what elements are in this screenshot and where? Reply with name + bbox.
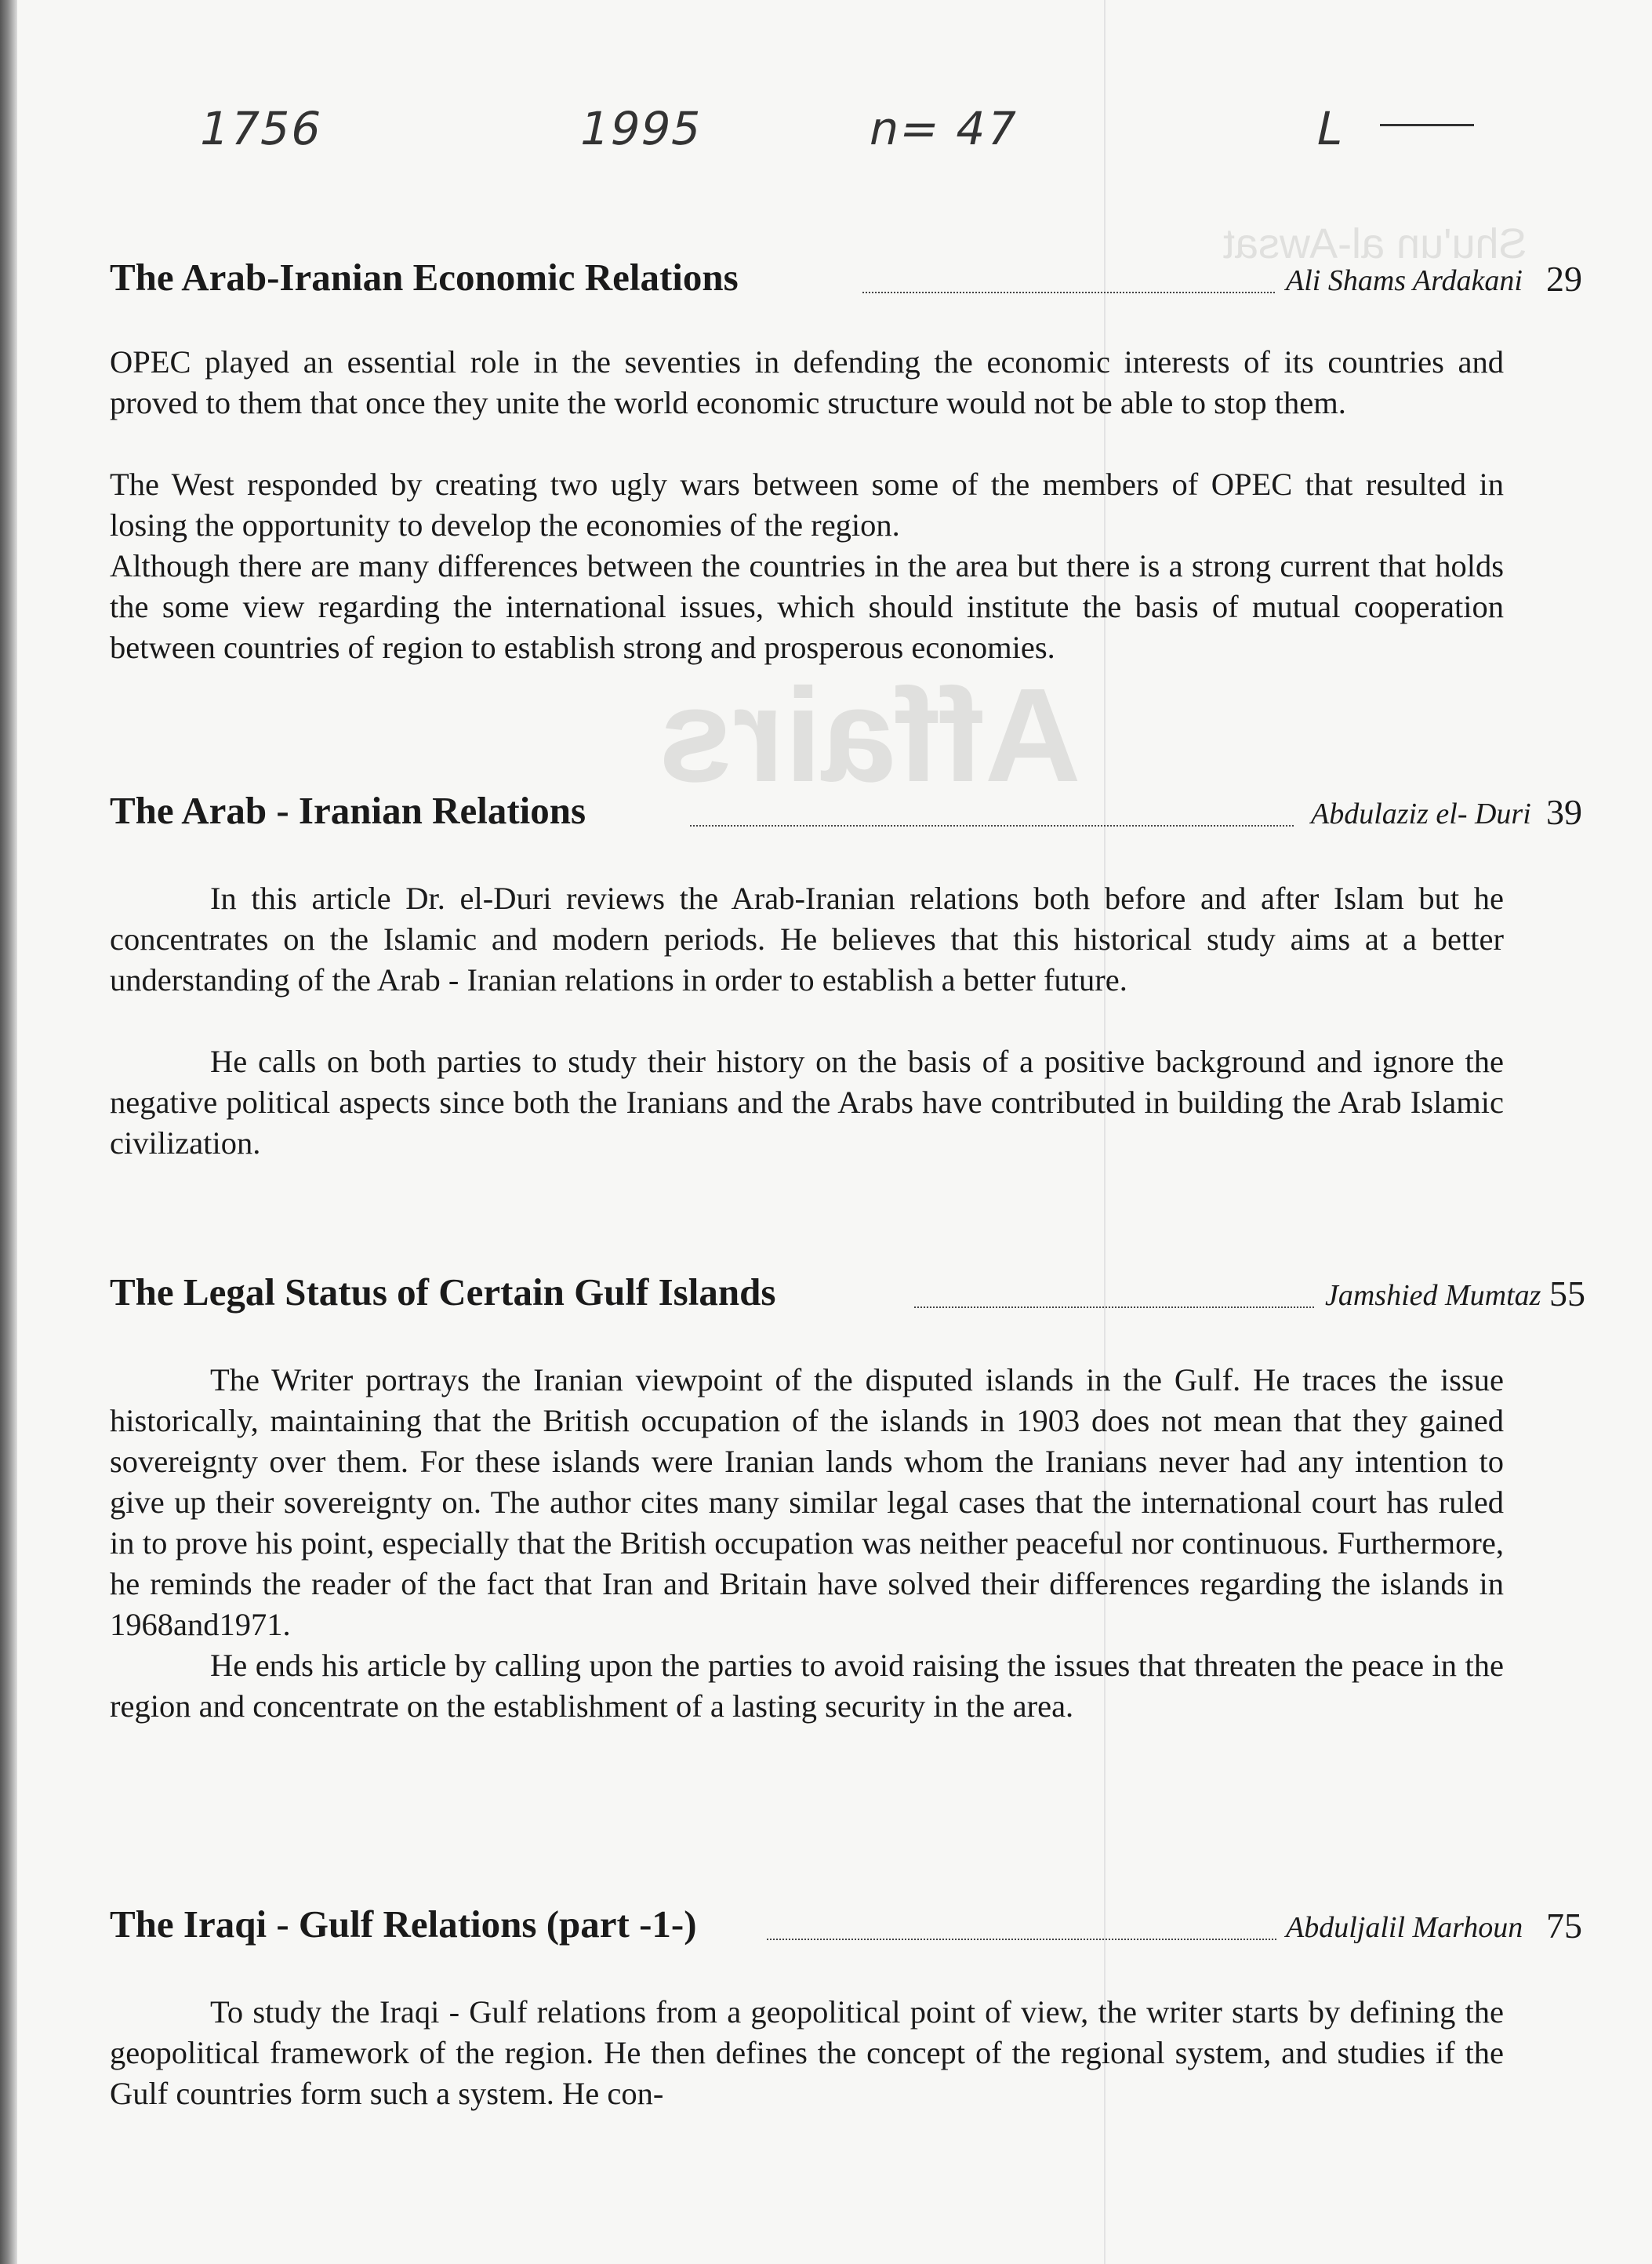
article-header — [110, 251, 1599, 307]
handwritten-number: 1756 — [194, 102, 328, 155]
leader-dots — [767, 1939, 1276, 1940]
handwritten-year: 1995 — [574, 102, 708, 155]
article-paragraph: Although there are many differences between the countries in the area but there is a strong current that holds the some view regarding the international issues, which should institute the basis of mutual cooperation between countries of region to establish strong and prosperous economies. — [110, 548, 1504, 665]
handwritten-underline — [1380, 124, 1474, 126]
article-paragraph: He ends his article by calling upon the parties to avoid raising the issues that threaten the peace in the region and concentrate on the establishment of a lasting security in the area. — [110, 1648, 1504, 1724]
handwritten-issue: n= 47 — [864, 102, 1023, 155]
page-number: 55 — [1549, 1274, 1585, 1314]
show-through-affairs: Affairs — [659, 661, 1081, 810]
binding-shadow — [0, 0, 17, 2264]
article-author: Jamshied Mumtaz — [1325, 1279, 1541, 1312]
article-header — [110, 1266, 1599, 1322]
page-number: 75 — [1546, 1906, 1582, 1946]
article-paragraph: The West responded by creating two ugly wars between some of the members of OPEC that resulted in losing the opportunity to develop the economies of the region. — [110, 467, 1504, 543]
show-through-masthead: Shu'un al-Awsat — [1223, 220, 1527, 267]
handwritten-initial: L — [1311, 102, 1350, 155]
article-author: Ali Shams Ardakani — [1286, 264, 1523, 297]
article-title: The Arab - Iranian Relations — [110, 789, 586, 832]
article-header — [110, 1898, 1599, 1954]
article-paragraph: To study the Iraqi - Gulf relations from a geopolitical point of view, the writer starts by defining the geopolitical framework of the region. He then defines the concept of the regional system, and studies if the Gulf countries form such a system. He con- — [110, 1994, 1504, 2111]
article-header — [110, 784, 1599, 841]
leader-dots — [862, 292, 1275, 293]
page-number: 29 — [1546, 259, 1582, 299]
page-number: 39 — [1546, 792, 1582, 832]
article-paragraph: OPEC played an essential role in the seventies in defending the economic interests of its countries and proved to them that once they unite the world economic structure would not be able to stop them. — [110, 344, 1504, 420]
article-paragraph: He calls on both parties to study their history on the basis of a positive background and ignore the negative political aspects since both the Iranians and the Arabs have contributed in building the Arab Islamic civilization. — [110, 1044, 1504, 1161]
article-paragraph: The Writer portrays the Iranian viewpoint of the disputed islands in the Gulf. He traces the issue historically, maintaining that the British occupation of the islands in 1903 does not mean that they gained sovereignty over them. For these islands were Iranian lands whom the Iranians never had any intention to give up their sovereignty on. The author cites many similar legal cases that the international court has ruled in to prove his point, especially that the British occupation was neither peaceful nor continuous. Furthermore, he reminds the reader of the fact that Iran and Britain have solved their differences regarding the islands in 1968and1971. — [110, 1362, 1504, 1642]
article-author: Abduljalil Marhoun — [1286, 1911, 1523, 1944]
article-paragraph: In this article Dr. el-Duri reviews the Arab-Iranian relations both before and after Islam but he concentrates on the Islamic and modern periods. He believes that this historical study aims at a better understanding of the Arab - Iranian relations in order to establish a better future. — [110, 881, 1504, 998]
leader-dots — [690, 825, 1294, 827]
article-title: The Legal Status of Certain Gulf Islands — [110, 1270, 776, 1314]
leader-dots — [914, 1306, 1314, 1308]
article-author: Abdulaziz el- Duri — [1311, 798, 1531, 830]
article-title: The Arab-Iranian Economic Relations — [110, 256, 739, 299]
article-title: The Iraqi - Gulf Relations (part -1-) — [110, 1902, 697, 1946]
